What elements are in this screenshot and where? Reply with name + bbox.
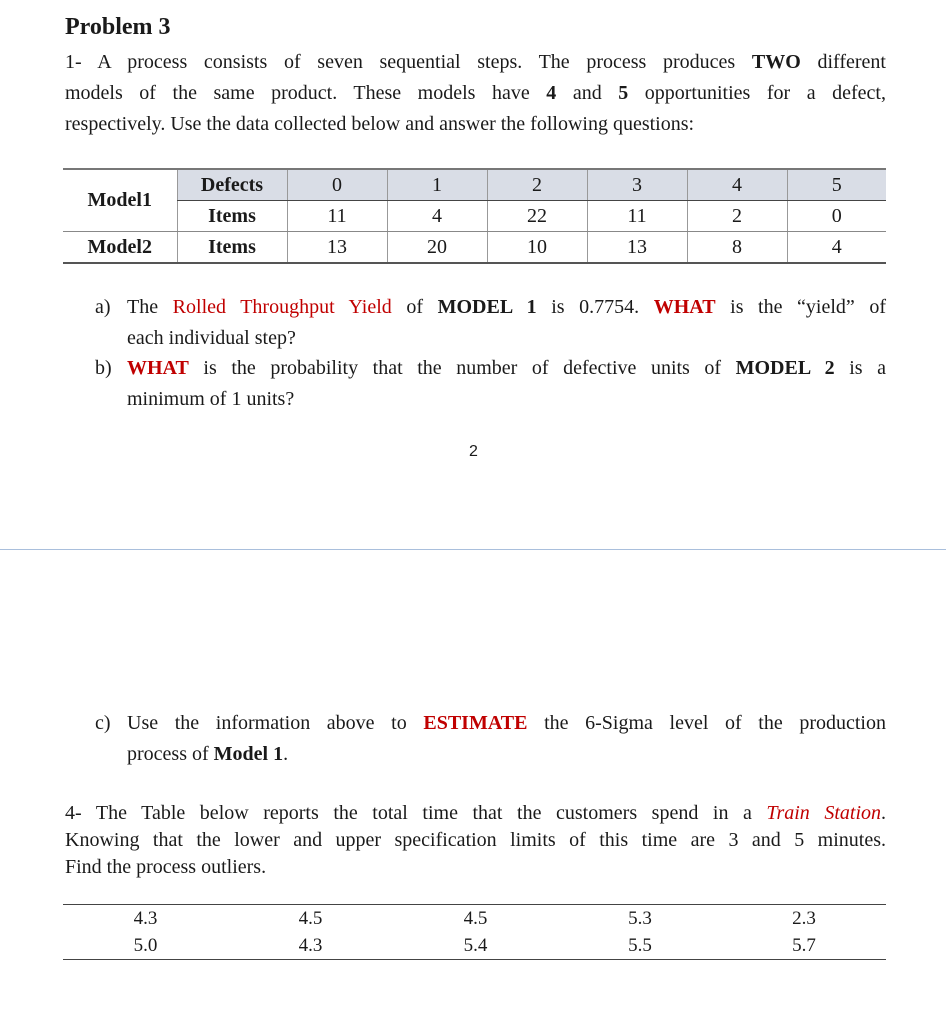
model2-items-cell: 8 xyxy=(687,232,787,264)
rty-term: Rolled Throughput Yield xyxy=(172,296,392,318)
model2-items-cell: 20 xyxy=(387,232,487,264)
time-cell: 5.0 xyxy=(63,932,228,960)
model1-items-cell: 0 xyxy=(787,201,886,232)
question-a-label: a) xyxy=(95,296,111,318)
intro-line-1: 1- A process consists of seven sequential steps. The process produces TWO different xyxy=(65,51,886,73)
model2-items-cell: 10 xyxy=(487,232,587,264)
intro-line-2: models of the same product. These models have 4 and 5 opportunities for a defect, xyxy=(65,82,886,104)
time-cell: 4.3 xyxy=(63,905,228,933)
time-cell: 2.3 xyxy=(722,905,886,933)
model1-label: Model1 xyxy=(63,169,177,232)
model2-items-cell: 13 xyxy=(587,232,687,264)
problem4-line-2: Knowing that the lower and upper specification limits of this time are 3 and 5 minutes. xyxy=(65,829,886,851)
defect-count-cell: 1 xyxy=(387,169,487,201)
time-cell: 5.7 xyxy=(722,932,886,960)
defects-table xyxy=(63,168,886,264)
items-label: Items xyxy=(177,232,287,264)
problem4-line-1: 4- The Table below reports the total time that the customers spend in a Train Station. xyxy=(65,802,887,824)
train-station-term: Train Station xyxy=(766,802,882,824)
model1-items-cell: 11 xyxy=(287,201,387,232)
time-cell: 5.3 xyxy=(558,905,722,933)
page-break-divider xyxy=(0,549,946,550)
time-cell: 4.5 xyxy=(228,905,393,933)
intro-paragraph xyxy=(65,47,886,140)
times-table xyxy=(63,904,886,960)
model1-items-cell: 4 xyxy=(387,201,487,232)
time-cell: 5.5 xyxy=(558,932,722,960)
model2-label: Model2 xyxy=(63,232,177,264)
table-row xyxy=(63,905,886,933)
time-cell: 4.5 xyxy=(393,905,558,933)
defect-count-cell: 3 xyxy=(587,169,687,201)
defects-label: Defects xyxy=(177,169,287,201)
question-b-text: WHAT is the probability that the number of defective units of MODEL 2 is a minimum of 1 units? xyxy=(127,357,887,410)
problem4-line-3: Find the process outliers. xyxy=(65,856,267,878)
table-row-model1-items xyxy=(63,201,886,232)
time-cell: 5.4 xyxy=(393,932,558,960)
model1-items-cell: 11 xyxy=(587,201,687,232)
defect-count-cell: 5 xyxy=(787,169,886,201)
question-a-text: The Rolled Throughput Yield of MODEL 1 is 0.7754. WHAT is the “yield” of each individual step? xyxy=(127,296,887,349)
defect-count-cell: 2 xyxy=(487,169,587,201)
time-cell: 4.3 xyxy=(228,932,393,960)
table-row-defects xyxy=(63,169,886,201)
question-c-label: c) xyxy=(95,712,111,734)
model1-items-cell: 2 xyxy=(687,201,787,232)
intro-line-3: respectively. Use the data collected below and answer the following questions: xyxy=(65,113,695,135)
page-number: 2 xyxy=(469,443,478,460)
model1-items-cell: 22 xyxy=(487,201,587,232)
question-c-text: Use the information above to ESTIMATE the 6-Sigma level of the production process of Model 1. xyxy=(127,712,886,765)
question-b-label: b) xyxy=(95,357,112,379)
model2-items-cell: 4 xyxy=(787,232,886,264)
table-row-model2-items xyxy=(63,232,886,264)
defect-count-cell: 0 xyxy=(287,169,387,201)
problem-title: Problem 3 xyxy=(65,14,171,40)
defect-count-cell: 4 xyxy=(687,169,787,201)
model2-items-cell: 13 xyxy=(287,232,387,264)
items-label: Items xyxy=(177,201,287,232)
problem4-paragraph xyxy=(65,800,886,881)
table-row xyxy=(63,932,886,960)
